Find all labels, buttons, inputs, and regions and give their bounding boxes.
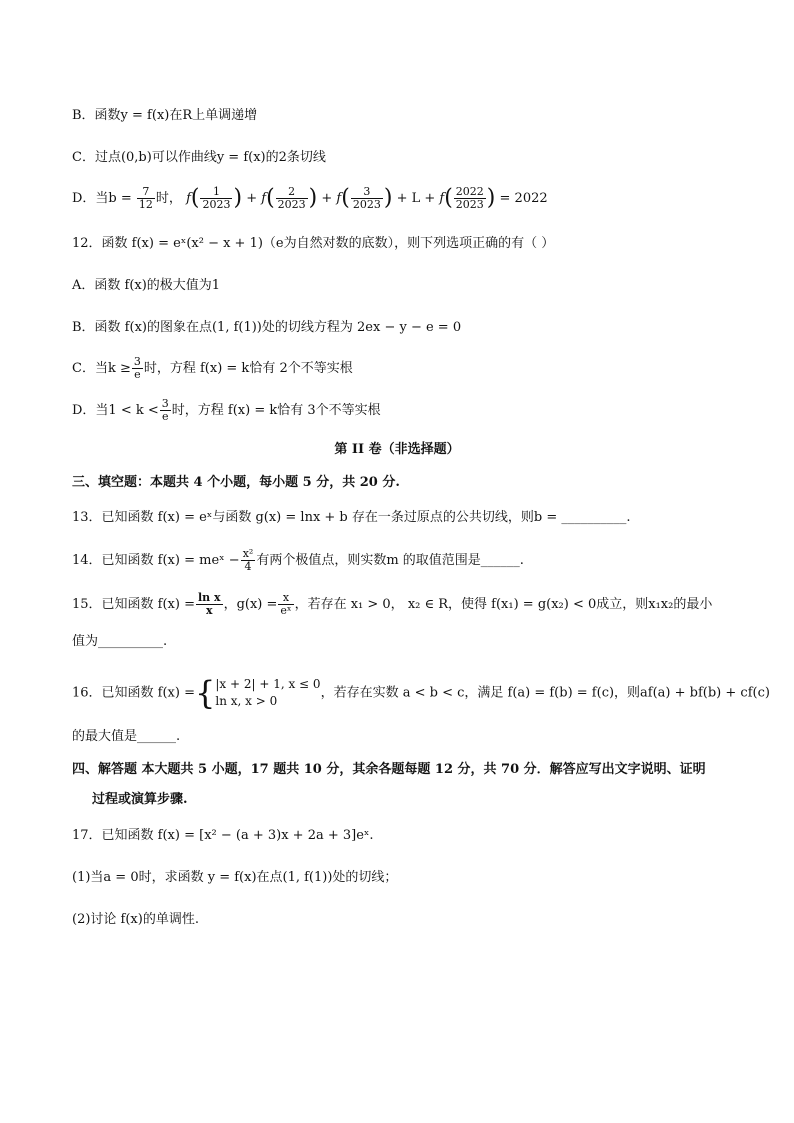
q15-line2: 值为__________.	[72, 634, 168, 649]
fraction-term: $\frac{1}{2023}$	[202, 185, 231, 211]
fraction-x2-4: $\frac{\text{x²}}{4}$	[242, 547, 254, 573]
section3-heading: 三、填空题：本题共 4 个小题，每小题 5 分，共 20 分.	[72, 475, 400, 490]
section4-heading-cont: 过程或演算步骤.	[92, 792, 188, 807]
section4-heading: 四、解答题 本大题共 5 小题，17 题共 10 分，其余各题每题 12 分，共 70 分．解答应写出文字说明、证明	[72, 762, 706, 777]
q12-option-a: A．函数 f(x)的极大值为1	[72, 278, 221, 293]
q12-option-b: B．函数 f(x)的图象在点(1, f(1))处的切线方程为 2ex − y − e = 0	[72, 320, 462, 335]
q11-option-c: C．过点(0,b)可以作曲线y = f(x)的2条切线	[72, 150, 326, 165]
q14: 14．已知函数 f(x) = meˣ − $\frac{\text{x²}}{4}$ 有两个极值点，则实数m 的取值范围是______.	[72, 547, 524, 573]
q17-part2: (2)讨论 f(x)的单调性.	[72, 912, 199, 927]
fraction-lnx-x: $\frac{\text{ln x}}{x}$	[198, 591, 221, 617]
fraction-term: $\frac{3}{2023}$	[352, 185, 381, 211]
q11-option-d: D．当b = $\frac{7}{12}$ 时， f( $\frac{1}{2023}$ ) + f( $\frac{2}{2023}$ ) + f( $\frac{3}{2023}$ ) + L + f( $\frac{2022}{2023}$ ) = 2022	[72, 185, 548, 211]
q12-option-c: C．当k ≥ $\frac{3}{e}$ 时，方程 f(x) = k恰有 2个不等实根	[72, 355, 353, 381]
q15: 15．已知函数 f(x) = $\frac{\text{ln x}}{x}$ ，g(x) = $\frac{x}{\text{eˣ}}$ ，若存在 x₁ > 0， x₂ ∈ R，使得 f(x₁) = g(x₂) < 0成立，则x₁x₂的最小	[72, 591, 713, 617]
fraction-term: $\frac{2022}{2023}$	[455, 185, 484, 211]
q17-stem: 17．已知函数 f(x) = [x² − (a + 3)x + 2a + 3]eˣ.	[72, 828, 374, 843]
q12-option-d: D．当1 < k < $\frac{3}{e}$ 时，方程 f(x) = k恰有 3个不等实根	[72, 397, 381, 423]
q11-option-b: B．函数y = f(x)在R上单调递增	[72, 108, 258, 123]
fraction-3-e: $\frac{3}{e}$	[161, 397, 169, 423]
fraction-x-ex: $\frac{x}{\text{eˣ}}$	[280, 591, 292, 617]
q16: 16．已知函数 f(x) ={ |x + 2| + 1, x ≤ 0 ln x, x > 0 ，若存在实数 a < b < c，满足 f(a) = f(b) = f(c)，则af(a) + bf(b) + cf(c)	[72, 674, 770, 712]
fraction-3-e: $\frac{3}{e}$	[133, 355, 141, 381]
q17-part1: (1)当a = 0时，求函数 y = f(x)在点(1, f(1))处的切线；	[72, 870, 398, 885]
fraction-7-12: $\frac{7}{12}$	[138, 185, 153, 211]
q13: 13．已知函数 f(x) = eˣ与函数 g(x) = lnx + b 存在一条过原点的公共切线，则b = __________.	[72, 510, 631, 525]
fraction-term: $\frac{2}{2023}$	[277, 185, 306, 211]
q16-line2: 的最大值是______.	[72, 729, 181, 744]
q12-stem: 12．函数 f(x) = eˣ(x² − x + 1)（e为自然对数的底数），则下列选项正确的有（ ）	[72, 236, 555, 251]
piecewise-cases: |x + 2| + 1, x ≤ 0 ln x, x > 0	[215, 677, 321, 708]
part2-title: 第 II 卷（非选择题）	[334, 442, 460, 457]
